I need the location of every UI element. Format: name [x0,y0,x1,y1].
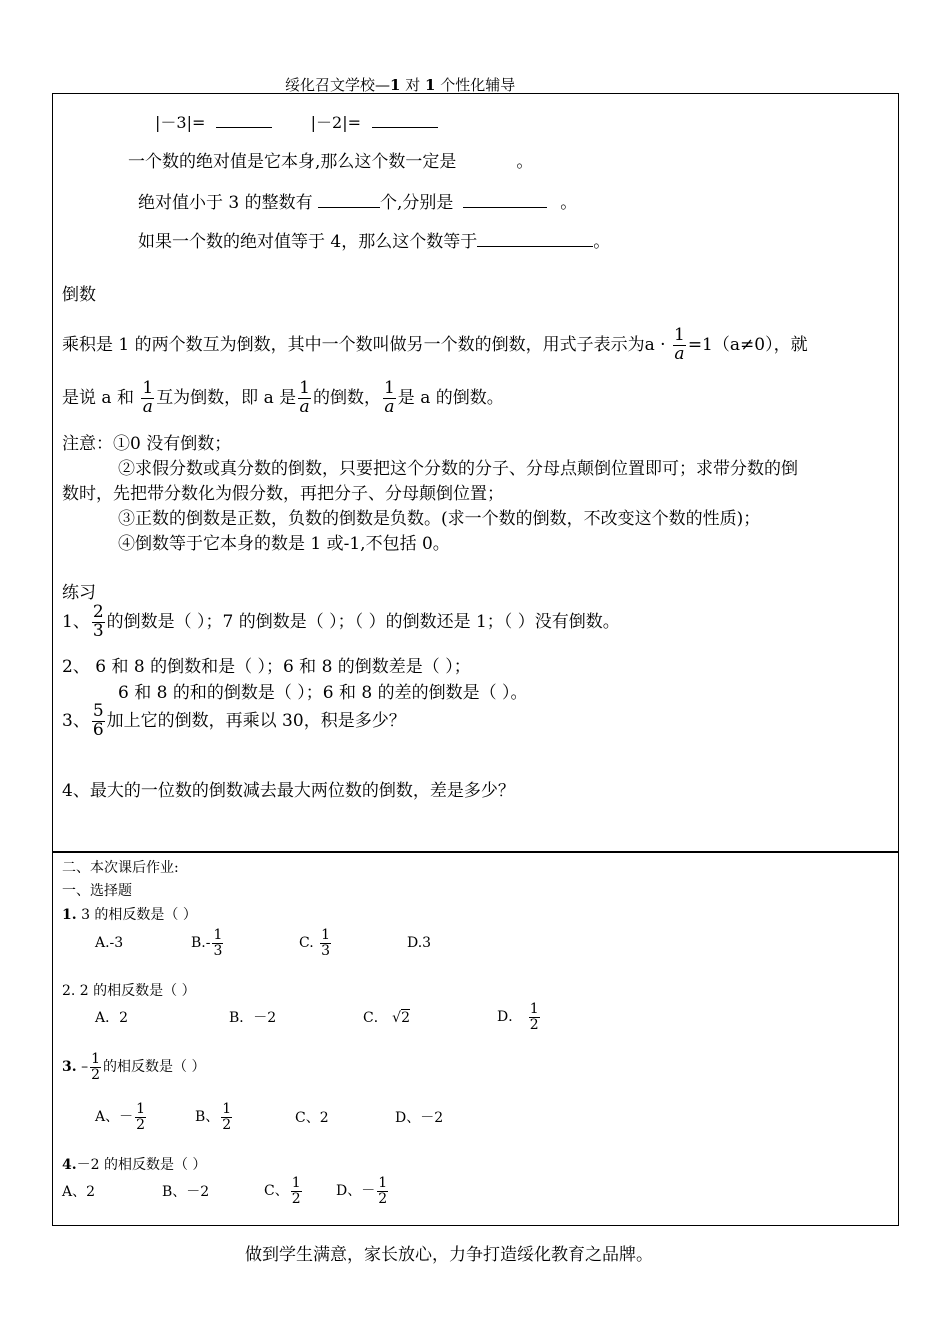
practice-2: 2、 6 和 8 的倒数和是（ ）；6 和 8 的倒数差是（ ）； [62,657,471,677]
option-d[interactable]: D、－2 [395,1110,444,1127]
option-a[interactable]: A、－ $\frac{1}{2}$ [95,1101,146,1133]
fraction: $\frac{1}{a}$ [673,325,685,364]
option-d[interactable]: D、－ $\frac{1}{2}$ [336,1175,388,1207]
hw-q2: 2. 2 的相反数是（ ） [62,983,196,999]
page-footer: 做到学生满意，家长放心，力争打造绥化教育之品牌。 [245,1245,653,1265]
reciprocal-definition: 乘积是 1 的两个数互为倒数，其中一个数叫做另一个数的倒数，用式子表示为a · $\frac{1}{a}$ =1（a≠0），就 [62,325,808,364]
hw-q4: 4.－2 的相反数是（ ） [62,1157,207,1173]
hw-q2-options [95,1002,542,1032]
blank[interactable] [463,193,547,208]
fraction: $\frac{2}{3}$ [92,602,104,641]
hw-q3: 3. – $\frac{1}{2}$ 的相反数是（ ） [62,1051,206,1083]
fraction: $\frac{1}{a}$ [299,378,310,417]
option-c[interactable]: C、 $\frac{1}{2}$ [264,1175,301,1207]
option-c[interactable]: C． √2 [363,1010,411,1027]
practice-3: 3、 $\frac{5}{6}$ 加上它的倒数，再乘以 30，积是多少？ [62,701,406,740]
note-2-cont: 数时，先把带分数化为假分数，再把分子、分母颠倒位置； [62,484,504,504]
option-a[interactable]: A．2 [95,1010,129,1027]
note-3: ③正数的倒数是正数，负数的倒数是负数。(求一个数的倒数，不改变这个数的性质)； [118,509,761,529]
blank[interactable] [477,232,593,247]
option-b[interactable]: B、－2 [162,1184,210,1201]
note-1: 注意：①0 没有倒数； [62,434,232,454]
hw-q1-options [95,928,431,958]
option-a[interactable]: A.-3 [95,935,124,952]
practice-1: 1、 $\frac{2}{3}$ 的倒数是（ ）；7 的倒数是（ ）；（ ）的倒数还是 1；（ ）没有倒数。 [62,602,620,641]
header-school: 绥化召文学校— [285,76,391,94]
option-d[interactable]: D． $\frac{1}{2}$ [497,1001,539,1033]
practice-4: 4、最大的一位数的倒数减去最大两位数的倒数，差是多少？ [62,781,515,801]
blank[interactable] [318,193,380,208]
option-c[interactable]: C、2 [295,1110,329,1127]
hw-q4-options [62,1176,390,1206]
note-2: ②求假分数或真分数的倒数，只要把这个分数的分子、分母点颠倒位置即可；求带分数的倒 [118,459,798,479]
homework-section: 一、选择题 [62,883,132,899]
option-b[interactable]: B.- $\frac{1}{3}$ [191,927,223,959]
section-title-reciprocal: 倒数 [62,285,96,305]
option-a[interactable]: A、2 [62,1184,96,1201]
option-b[interactable]: B．－2 [229,1010,277,1027]
option-c[interactable]: C. $\frac{1}{3}$ [299,927,331,959]
page-header: 绥化召文学校—1 对 1 个性化辅导 [285,76,516,94]
abs-q2: 一个数的绝对值是它本身,那么这个数一定是 。 [128,152,534,172]
reciprocal-line2: 是说 a 和 $\frac{1}{a}$ 互为倒数，即 a 是 $\frac{1}{a}$ 的倒数， $\frac{1}{a}$ 是 a 的倒数。 [62,378,504,417]
hw-q3-options [95,1102,443,1132]
note-4: ④倒数等于它本身的数是 1 或-1,不包括 0。 [118,534,450,554]
fraction: $\frac{5}{6}$ [92,701,104,740]
abs-q3: 绝对值小于 3 的整数有 个,分别是 。 [138,193,578,213]
sqrt-icon: √ [392,1010,402,1027]
abs-q1: |－3|= |－2|= [155,110,438,133]
section-title-practice: 练习 [62,583,96,603]
homework-title: 二、本次课后作业: [62,860,179,876]
abs-q4: 如果一个数的绝对值等于 4，那么这个数等于 。 [138,232,611,252]
blank[interactable] [216,113,272,128]
fraction: $\frac{1}{a}$ [142,378,154,417]
practice-2-cont: 6 和 8 的和的倒数是（ ）；6 和 8 的差的倒数是（ ）。 [118,683,528,703]
option-d[interactable]: D.3 [407,935,432,952]
blank[interactable] [372,113,438,128]
fraction: $\frac{1}{a}$ [383,378,395,417]
option-b[interactable]: B、 $\frac{1}{2}$ [195,1101,232,1133]
hw-q1: 1. 3 的相反数是（ ） [62,907,197,923]
